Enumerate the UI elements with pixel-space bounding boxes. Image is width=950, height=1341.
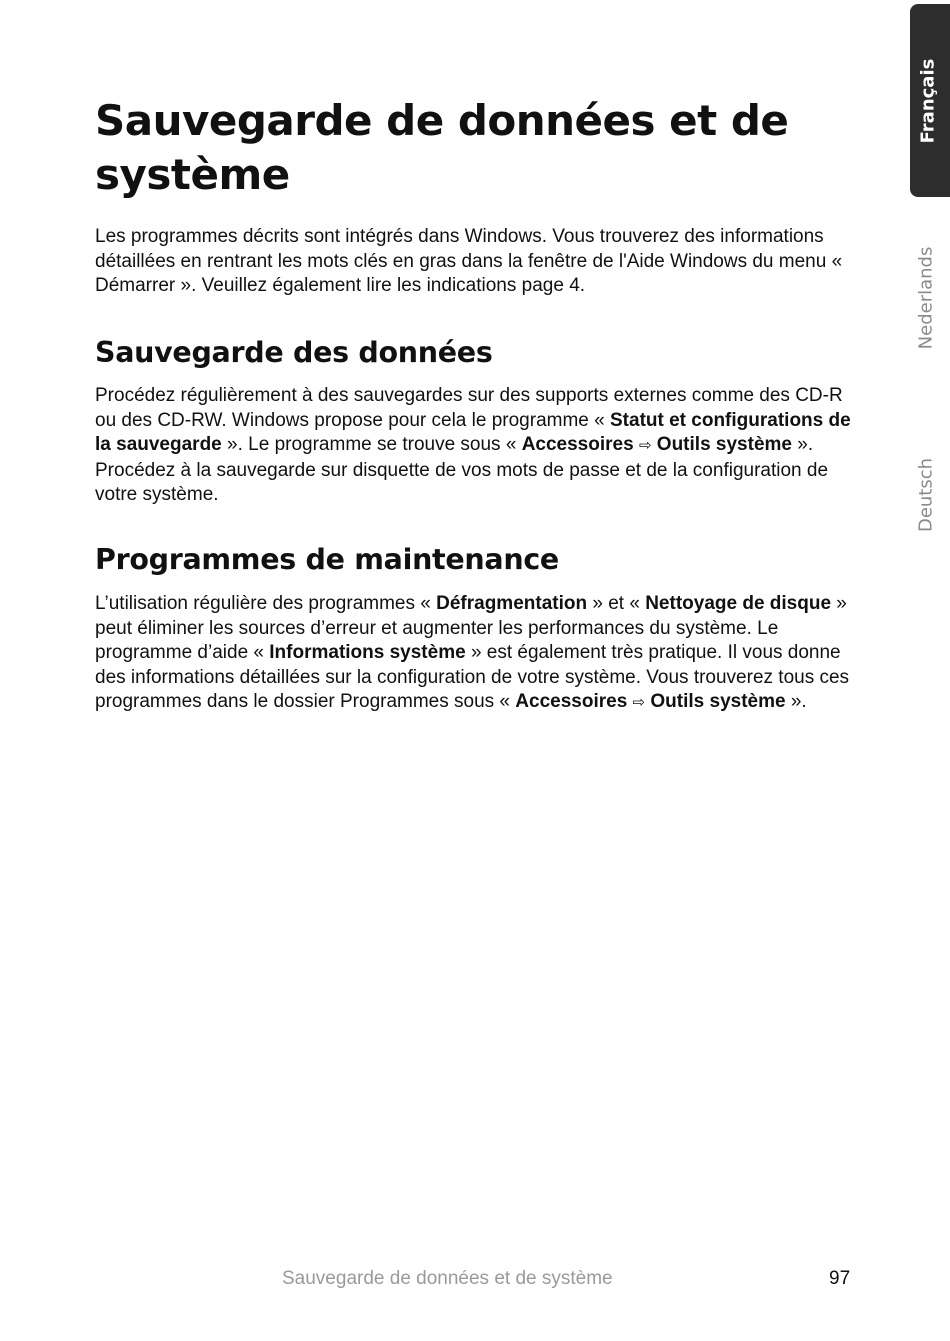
text-span: ». Le programme se trouve sous « [221, 434, 522, 456]
section-paragraph-maintenance [95, 592, 855, 716]
language-tab-nederlands[interactable]: Nederlands [915, 246, 937, 350]
bold-term: Informations système [269, 642, 466, 664]
language-tab-deutsch[interactable]: Deutsch [915, 457, 937, 533]
bold-term: Outils système [656, 434, 792, 456]
text-span: » est également très pratique. Il vous donne des informations détaillées sur la configuration de votre système. Vous trouverez tous ces programmes dans le dossier Programmes sous « [95, 642, 850, 713]
arrow-right-icon: ⇨ [638, 437, 652, 455]
page-title: Sauvegarde de données et de système [95, 96, 789, 199]
language-tab-francais-label[interactable]: Français [917, 58, 939, 144]
page-number: 97 [829, 1268, 851, 1289]
section-heading-backup: Sauvegarde des données [95, 336, 493, 369]
section-heading-maintenance: Programmes de maintenance [95, 543, 559, 576]
bold-term: Accessoires [515, 691, 628, 713]
intro-paragraph: Les programmes décrits sont intégrés dans Windows. Vous trouverez des informations détaillées en rentrant les mots clés en gras dans la fenêtre de l'Aide Windows du menu « Démarrer ». Veuillez également lire les indications page 4. [95, 226, 843, 297]
bold-term: Statut et configurations de la sauvegarde [95, 409, 851, 456]
bold-term: Outils système [650, 691, 786, 713]
arrow-right-icon: ⇨ [632, 694, 646, 712]
text-span: » et « [587, 593, 646, 614]
bold-term: Nettoyage de disque [645, 593, 832, 614]
bold-term: Accessoires [521, 434, 634, 456]
text-span: ». [785, 691, 807, 713]
text-span: ». Procédez à la sauvegarde sur disquette de vos mots de passe et de la configuration de votre système. [95, 434, 829, 506]
text-span: Procédez régulièrement à des sauvegardes sur des supports externes comme des CD-R ou des CD-RW. Windows propose pour cela le programme « [95, 385, 843, 431]
footer-title: Sauvegarde de données et de système [282, 1268, 613, 1289]
text-span: » peut éliminer les sources d’erreur et augmenter les performances du système. Le programme d’aide « [95, 593, 847, 664]
bold-term: Défragmentation [436, 593, 588, 614]
text-span: L’utilisation régulière des programmes « [95, 593, 437, 614]
section-paragraph-backup [95, 384, 855, 508]
